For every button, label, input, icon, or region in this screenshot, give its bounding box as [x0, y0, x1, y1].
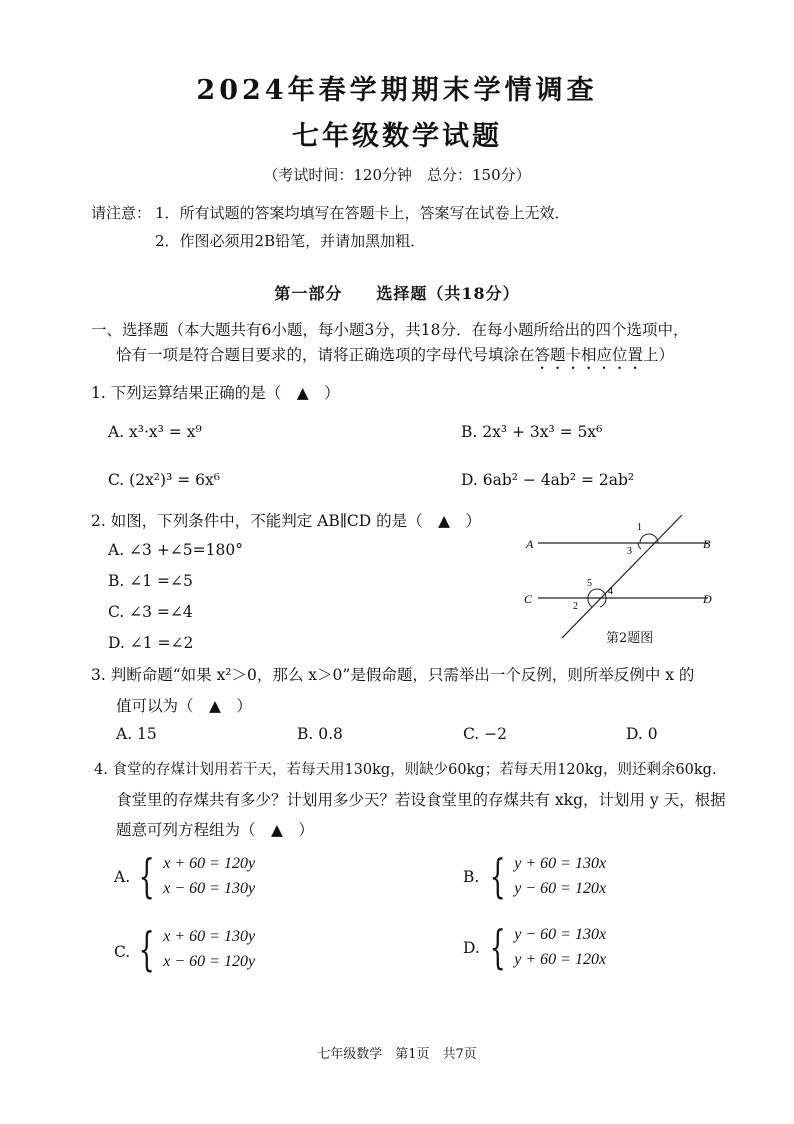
label-angle-2: 2: [573, 601, 578, 612]
q1-option-c: C. (2x²)³ = 6x⁶: [108, 471, 220, 489]
equation: x + 60 = 130y: [163, 928, 256, 945]
brace-icon: {: [138, 849, 155, 903]
instructions-part-c: 上）: [643, 346, 675, 364]
q2-option-a: A. ∠3 +∠5=180°: [108, 541, 243, 559]
q3-option-a: A. 15: [116, 725, 157, 743]
equation: y + 60 = 120x: [514, 951, 607, 968]
transversal-line: [562, 515, 682, 638]
page-footer: 七年级数学 第1页 共7页: [317, 1047, 477, 1062]
label-angle-3: 3: [627, 546, 632, 557]
q2-option-b: B. ∠1 =∠5: [108, 572, 193, 590]
angle-arc-5: [588, 589, 606, 598]
label-a: A: [526, 537, 534, 551]
q3-option-d: D. 0: [626, 725, 658, 743]
exam-meta: （考试时间：120分钟 总分：150分）: [263, 166, 531, 184]
brace-icon: {: [489, 920, 506, 974]
label-b: B: [703, 537, 711, 551]
label-angle-4: 4: [608, 586, 613, 597]
angle-arc-2: [588, 598, 592, 607]
equation: y − 60 = 120x: [514, 880, 607, 897]
label-angle-1: 1: [637, 522, 642, 533]
q2-option-d: D. ∠1 =∠2: [108, 634, 194, 652]
q4-option-a-label: A.: [114, 868, 131, 886]
q2-figure-caption: 第2题图: [606, 631, 654, 646]
q1-option-a: A. x³·x³ = x⁹: [108, 423, 202, 441]
equation: x − 60 = 130y: [163, 880, 256, 897]
label-d: D: [703, 592, 712, 606]
q2-figure: [520, 515, 720, 645]
part1-heading: 第一部分 选择题（共18分）: [274, 284, 520, 303]
exam-subtitle: 七年级数学试题: [292, 121, 502, 152]
equation: y + 60 = 130x: [514, 855, 607, 872]
q4-stem-line3: 题意可列方程组为（ ▲ ）: [116, 821, 314, 839]
label-angle-5: 5: [587, 578, 592, 589]
q3-option-c: C. −2: [463, 725, 508, 743]
notice-prefix: 请注意：: [91, 204, 152, 222]
q1-option-d: D. 6ab² − 4ab² = 2ab²: [461, 471, 635, 489]
q3-stem-line2: 值可以为（ ▲ ）: [116, 697, 252, 715]
q4-option-b-system: [483, 851, 606, 901]
section-instructions-line1: 一、选择题（本大题共有6小题，每小题3分，共18分．在每小题所给出的四个选项中，: [91, 321, 689, 339]
q4-stem-line2: 食堂里的存煤共有多少？计划用多少天？若设食堂里的存煤共有 xkg，计划用 y 天，根据: [116, 791, 726, 809]
q1-stem: 1. 下列运算结果正确的是（ ▲ ）: [91, 384, 340, 402]
instructions-emphasis: 答题卡相应位置: [534, 346, 644, 364]
instructions-part-a: 恰有一项是符合题目要求的，请将正确选项的字母代号填涂在: [116, 346, 535, 364]
q4-option-c-label: C.: [114, 943, 131, 961]
q4-option-c-system: [132, 924, 255, 974]
q2-stem: 2. 如图，下列条件中，不能判定 AB∥CD 的是（ ▲ ）: [91, 512, 482, 530]
equation: x + 60 = 120y: [163, 855, 256, 872]
angle-arc-3: [638, 543, 641, 549]
q4-stem-line1: 4. 食堂的存煤计划用若干天，若每天用130kg，则缺少60kg；若每天用120kg，则还剩余60kg.: [94, 762, 717, 778]
brace-icon: {: [489, 849, 506, 903]
brace-icon: {: [138, 922, 155, 976]
q3-stem-line1: 3. 判断命题“如果 x²＞0，那么 x＞0”是假命题，只需举出一个反例，则所举反例中 x 的: [91, 666, 695, 684]
section-instructions-line2: [116, 343, 674, 373]
equation: y − 60 = 130x: [514, 926, 607, 943]
notice-item-2: 2．作图必须用2B铅笔，并请加黑加粗．: [155, 232, 426, 250]
notice-item-1: 1．所有试题的答案均填写在答题卡上，答案写在试卷上无效．: [155, 204, 570, 222]
label-c: C: [524, 592, 533, 606]
q2-option-c: C. ∠3 =∠4: [108, 603, 193, 621]
q4-option-b-label: B.: [463, 868, 480, 886]
equation: x − 60 = 120y: [163, 953, 256, 970]
q4-option-d-label: D.: [463, 939, 480, 957]
q4-option-a-system: [132, 851, 255, 901]
q4-option-d-system: [483, 922, 606, 972]
exam-title: 2024年春学期期末学情调查: [196, 75, 598, 106]
q3-option-b: B. 0.8: [297, 725, 343, 743]
angle-arc-4: [600, 598, 606, 607]
q1-option-b: B. 2x³ + 3x³ = 5x⁶: [461, 423, 603, 441]
